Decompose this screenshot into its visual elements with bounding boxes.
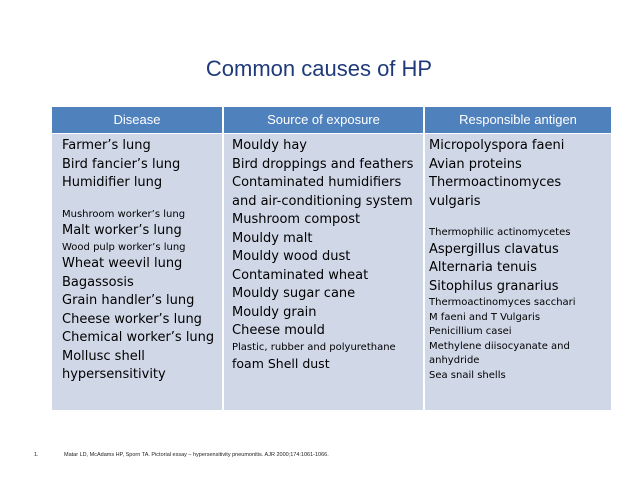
header-source: Source of exposure xyxy=(267,112,380,127)
antigen-cell: Alternaria tenuis xyxy=(429,260,537,275)
spacer xyxy=(62,193,214,208)
disease-cell: Bird fancier’s lung xyxy=(62,156,181,172)
source-cell: foam Shell dust xyxy=(232,356,330,371)
source-cell: Mouldy malt xyxy=(232,230,313,246)
antigen-cell: Micropolyspora faeni xyxy=(429,138,565,153)
disease-cell: Mushroom worker’s lung xyxy=(62,208,186,220)
source-cell: Contaminated wheat xyxy=(232,267,369,283)
antigen-cell: M faeni and T Vulgaris xyxy=(429,311,541,323)
spacer xyxy=(429,211,576,226)
antigen-cell: vulgaris xyxy=(429,193,481,209)
source-cell: and air-conditioning system xyxy=(232,193,413,209)
source-cell: Mouldy hay xyxy=(232,138,307,153)
disease-cell: Cheese worker’s lung xyxy=(62,311,202,327)
source-cell: Plastic, rubber and polyurethane xyxy=(232,341,396,353)
column-divider xyxy=(423,107,425,410)
disease-cell: Grain handler’s lung xyxy=(62,293,195,308)
disease-cell: Mollusc shell xyxy=(62,348,145,364)
source-cell: Mouldy sugar cane xyxy=(232,286,356,301)
antigen-cell: Penicillium casei xyxy=(429,326,512,337)
disease-cell: Humidifier lung xyxy=(62,175,163,190)
reference-footnote xyxy=(34,452,329,458)
causes-table xyxy=(52,107,611,410)
antigen-cell: Thermoactinomyces sacchari xyxy=(429,297,576,308)
disease-column xyxy=(62,137,214,385)
footnote-text: Matar LD, McAdams HP, Sporn TA. Pictorial essay – hypersensitivity pneumonitis. AJR 2000;174:1061-1066. xyxy=(64,452,329,458)
slide-title: Common causes of HP xyxy=(205,56,433,81)
header-disease: Disease xyxy=(113,112,161,127)
source-column xyxy=(232,137,413,373)
source-cell: Mouldy wood dust xyxy=(232,249,351,264)
column-divider xyxy=(222,107,224,410)
disease-cell: Bagassosis xyxy=(62,274,134,290)
disease-cell: Malt worker’s lung xyxy=(62,223,182,238)
antigen-cell: Thermophilic actinomycetes xyxy=(429,227,571,238)
antigen-cell: Sea snail shells xyxy=(429,369,506,381)
source-cell: Contaminated humidifiers xyxy=(232,175,402,190)
table-header-row xyxy=(52,107,611,133)
header-antigen: Responsible antigen xyxy=(459,112,577,127)
antigen-column xyxy=(429,137,576,383)
disease-cell: hypersensitivity xyxy=(62,367,166,382)
disease-cell: Farmer’s lung xyxy=(62,138,151,153)
antigen-cell: Thermoactinomyces xyxy=(429,175,562,190)
antigen-cell: Aspergillus clavatus xyxy=(429,241,559,257)
antigen-cell: anhydride xyxy=(429,355,480,366)
source-cell: Bird droppings and feathers xyxy=(232,156,414,172)
antigen-cell: Avian proteins xyxy=(429,156,522,172)
source-cell: Mushroom compost xyxy=(232,212,361,227)
disease-cell: Wheat weevil lung xyxy=(62,256,183,271)
footnote-number: 1. xyxy=(34,452,39,458)
antigen-cell: Sitophilus granarius xyxy=(429,278,559,294)
disease-cell: Chemical worker’s lung xyxy=(62,330,215,345)
source-cell: Cheese mould xyxy=(232,323,325,338)
disease-cell: Wood pulp worker’s lung xyxy=(62,241,186,253)
antigen-cell: Methylene diisocyanate and xyxy=(429,340,570,352)
source-cell: Mouldy grain xyxy=(232,304,317,320)
